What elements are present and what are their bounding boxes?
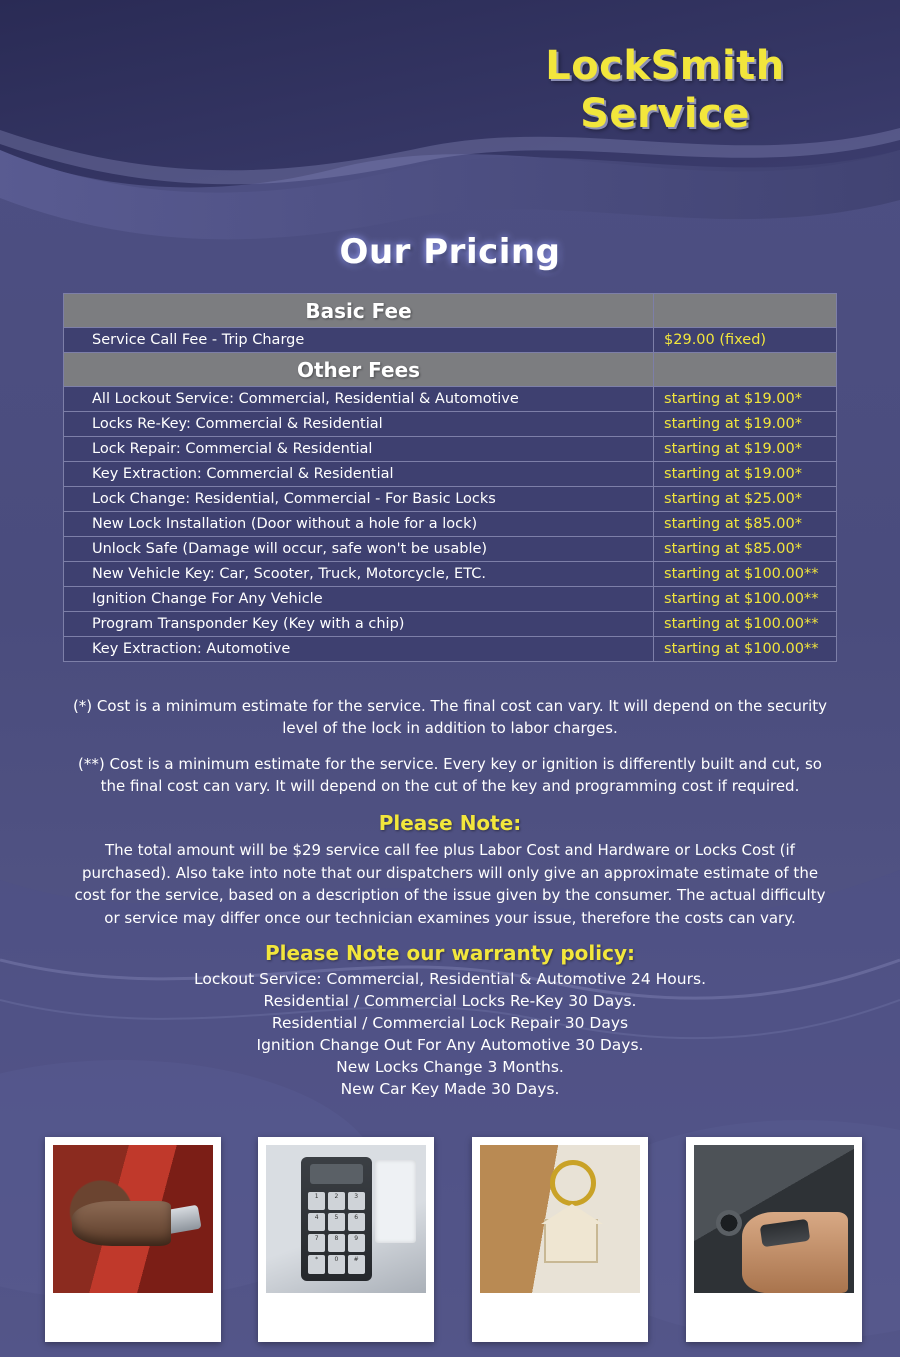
keypad-key: 0	[328, 1255, 345, 1273]
row-price: starting at $100.00**	[654, 637, 837, 662]
pricing-table	[63, 293, 837, 662]
keypad-key: 4	[308, 1213, 325, 1231]
row-desc: Locks Re-Key: Commercial & Residential	[64, 412, 654, 437]
keypad-key: 9	[348, 1234, 365, 1252]
row-price: $29.00 (fixed)	[654, 328, 837, 353]
row-price: starting at $19.00*	[654, 462, 837, 487]
basic-fee-header-row	[64, 294, 837, 328]
car-key-photo-image	[53, 1145, 213, 1293]
header	[0, 0, 900, 210]
row-desc: Lock Change: Residential, Commercial - For Basic Locks	[64, 487, 654, 512]
photo-strip	[0, 1137, 900, 1357]
warranty-heading: Please Note our warranty policy:	[264, 941, 636, 965]
warranty-line: New Car Key Made 30 Days.	[340, 1080, 560, 1098]
row-price: starting at $19.00*	[654, 387, 837, 412]
keypad-keys	[308, 1192, 364, 1274]
brand-line-2: Service	[580, 91, 750, 137]
other-fees-header-blank	[654, 353, 837, 387]
row-price: starting at $25.00*	[654, 487, 837, 512]
row-desc: Program Transponder Key (Key with a chip)	[64, 612, 654, 637]
notes-section	[70, 695, 830, 1100]
house-key-photo-image	[480, 1145, 640, 1293]
brand-logo	[450, 42, 880, 138]
car-key-photo	[45, 1137, 221, 1342]
table-row	[64, 387, 837, 412]
keypad-key: 3	[348, 1192, 365, 1210]
warranty-line: Ignition Change Out For Any Automotive 30 Days.	[256, 1036, 644, 1054]
row-desc: Lock Repair: Commercial & Residential	[64, 437, 654, 462]
table-row	[64, 537, 837, 562]
table-row	[64, 462, 837, 487]
row-desc: New Vehicle Key: Car, Scooter, Truck, Motorcycle, ETC.	[64, 562, 654, 587]
row-price: starting at $19.00*	[654, 412, 837, 437]
keypad-key: 7	[308, 1234, 325, 1252]
table-row	[64, 412, 837, 437]
warranty-line: New Locks Change 3 Months.	[336, 1058, 564, 1076]
pricing-table-container	[63, 293, 837, 662]
keypad-key: 5	[328, 1213, 345, 1231]
page-title: Our Pricing	[339, 232, 561, 272]
table-row	[64, 562, 837, 587]
warranty-line: Residential / Commercial Lock Repair 30 Days	[271, 1014, 629, 1032]
table-row	[64, 587, 837, 612]
other-fees-header-cell: Other Fees	[64, 353, 654, 387]
table-row	[64, 612, 837, 637]
double-star-note: (**) Cost is a minimum estimate for the service. Every key or ignition is differently built and cut, so the final cost can vary. It will depend on the cut of the key and programming cost if required.	[78, 755, 822, 795]
brand-line-1: LockSmith	[545, 43, 785, 89]
row-price: starting at $85.00*	[654, 512, 837, 537]
warranty-line: Lockout Service: Commercial, Residential & Automotive 24 Hours.	[194, 970, 706, 988]
table-row	[64, 328, 837, 353]
table-row	[64, 512, 837, 537]
please-note-heading: Please Note:	[378, 811, 522, 835]
row-price: starting at $19.00*	[654, 437, 837, 462]
table-row	[64, 437, 837, 462]
table-row	[64, 637, 837, 662]
house-key-photo	[472, 1137, 648, 1342]
please-note-body: The total amount will be $29 service call fee plus Labor Cost and Hardware or Locks Cost (if purchased). Also take into note that our dispatchers will only give an approximate estimate of the cost for the service, based on a description of the issue given by the consumer. The actual difficulty or service may differ once our technician examines your issue, therefore the costs can vary.	[74, 841, 826, 927]
basic-fee-header-blank	[654, 294, 837, 328]
single-star-note: (*) Cost is a minimum estimate for the service. The final cost can vary. It will depend on the security level of the lock in addition to labor charges.	[72, 697, 828, 737]
keypad-key: 6	[348, 1213, 365, 1231]
row-desc: Key Extraction: Automotive	[64, 637, 654, 662]
row-desc: Service Call Fee - Trip Charge	[64, 328, 654, 353]
row-price: starting at $85.00*	[654, 537, 837, 562]
row-desc: Ignition Change For Any Vehicle	[64, 587, 654, 612]
row-price: starting at $100.00**	[654, 587, 837, 612]
warranty-line: Residential / Commercial Locks Re-Key 30 Days.	[263, 992, 637, 1010]
other-fees-header-row	[64, 353, 837, 387]
row-desc: Key Extraction: Commercial & Residential	[64, 462, 654, 487]
basic-fee-header-cell: Basic Fee	[64, 294, 654, 328]
keypad-key: 2	[328, 1192, 345, 1210]
ignition-key-photo	[686, 1137, 862, 1342]
row-desc: Unlock Safe (Damage will occur, safe won't be usable)	[64, 537, 654, 562]
keypad-lock-photo	[258, 1137, 434, 1342]
keypad-key: #	[348, 1255, 365, 1273]
table-row	[64, 487, 837, 512]
row-price: starting at $100.00**	[654, 612, 837, 637]
keypad-key: *	[308, 1255, 325, 1273]
keypad-lock-photo-image	[266, 1145, 426, 1293]
keypad-key: 1	[308, 1192, 325, 1210]
keypad-key: 8	[328, 1234, 345, 1252]
ignition-key-photo-image	[694, 1145, 854, 1293]
row-desc: All Lockout Service: Commercial, Residential & Automotive	[64, 387, 654, 412]
row-desc: New Lock Installation (Door without a hole for a lock)	[64, 512, 654, 537]
row-price: starting at $100.00**	[654, 562, 837, 587]
